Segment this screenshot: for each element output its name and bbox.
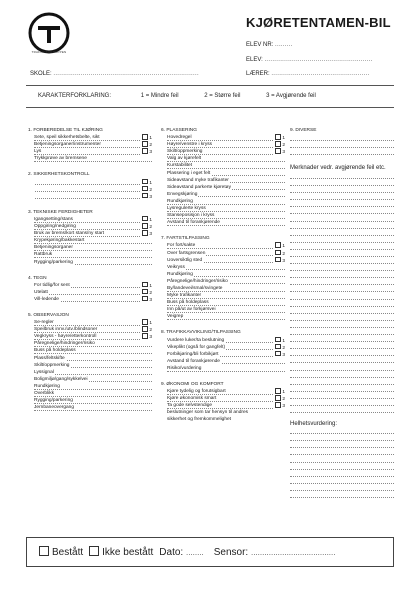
checklist-item[interactable] (161, 242, 285, 249)
checklist-item[interactable] (161, 257, 285, 264)
checklist-item[interactable] (161, 141, 285, 148)
grade-checkbox[interactable]: 3 (141, 333, 152, 341)
checklist-item (161, 170, 285, 177)
grade-checkbox[interactable]: 1 (274, 388, 285, 396)
helhet-label: Helhetsvurdering: (290, 420, 338, 427)
checklist-item[interactable] (28, 223, 152, 230)
grade-checkbox[interactable]: 3 (141, 148, 152, 156)
checklist-item-label: Bruk av brems/kort stans/ny start (34, 231, 105, 237)
answer-line[interactable] (290, 477, 394, 484)
section-title: 7. FARTSTILPASSING (161, 236, 210, 242)
logo-caption: TRAFIKKTOGRUPPEN (31, 50, 67, 54)
answer-line[interactable] (290, 279, 394, 286)
checklist-item-label (34, 187, 35, 192)
checklist-item (28, 404, 152, 411)
checklist-item-label: Avstand til forankjørende (167, 358, 220, 364)
checklist-item-label: Inn på/ut av forkjørsvei (167, 307, 216, 313)
grade-checkbox[interactable]: 3 (141, 193, 152, 201)
checklist-item[interactable] (28, 282, 152, 289)
checklist-item-label: Jernbaneovergang (34, 405, 75, 411)
elev-field[interactable]: ELEV: ....................................................... (246, 57, 373, 63)
answer-line[interactable] (290, 265, 394, 272)
grade-checkbox[interactable]: 2 (141, 141, 152, 149)
column-middle (161, 127, 285, 424)
checklist-item-label: Plassering i eget felt (167, 170, 211, 176)
answer-line[interactable] (290, 392, 394, 399)
answer-line[interactable] (290, 435, 394, 442)
checklist-item[interactable] (161, 395, 285, 402)
checklist-item-label: Plass/feltskifte (34, 355, 65, 361)
section-title: 8. TRAFIKKAVVIKLING/TILPASSING (161, 330, 241, 336)
skole-field[interactable]: SKOLE: .......................................................................... (30, 71, 199, 77)
grade-checkbox[interactable]: 1 (274, 242, 285, 250)
checklist-item (28, 376, 152, 383)
checklist-item (161, 219, 285, 226)
checklist-item-label: Kjøre tydelig og forutsigbart (167, 389, 226, 395)
answer-line[interactable] (290, 293, 394, 300)
section-title: 9. ØKONOMI OG KOMFORT (161, 382, 224, 387)
checklist-item-label: Rattbruk (34, 252, 53, 258)
checklist-item-label: Rygging/parkering (34, 259, 73, 265)
checklist-item (28, 347, 152, 354)
grade-checkbox[interactable]: 1 (141, 179, 152, 187)
column-left (28, 127, 152, 411)
grade-checkbox[interactable]: 3 (274, 351, 285, 359)
checklist-item[interactable] (28, 216, 152, 223)
checklist-item-label: Hovedregel (167, 135, 192, 141)
checklist-item (28, 251, 152, 258)
grade-checkbox[interactable]: 1 (141, 134, 152, 142)
grade-checkbox[interactable]: 1 (141, 319, 152, 327)
checklist-item-label: Vikeplikt (også for gangfelt) (167, 344, 226, 350)
checklist-item-label: Utelatt (34, 289, 48, 295)
checklist-item-label: Kjøre økonomisk smart (167, 396, 217, 402)
checklist-item (161, 198, 285, 205)
answer-line[interactable] (290, 321, 394, 328)
checklist-item[interactable] (161, 148, 285, 155)
checklist-item (161, 162, 285, 169)
checklist-item-label: Se-regler (34, 320, 54, 326)
answer-line[interactable] (290, 364, 394, 371)
column-right (290, 127, 394, 499)
checklist-item (28, 244, 152, 251)
answer-line[interactable] (290, 172, 394, 179)
checklist-item-label: Valg av kjørefelt (167, 156, 202, 162)
checklist-item-label: Stanseposisjon i kryss (167, 213, 215, 219)
checklist-item-label: Vill-ledende (34, 296, 59, 302)
grade-checkbox[interactable]: 3 (274, 148, 285, 156)
checklist-item[interactable] (161, 134, 285, 141)
checklist-item[interactable] (28, 326, 152, 333)
answer-line[interactable] (290, 307, 394, 314)
section-title: 2. SIKKERHETSKONTROLL (28, 172, 90, 178)
checklist-item (161, 299, 285, 306)
checklist-item (28, 390, 152, 397)
checklist-item-label: Veikryss (167, 264, 185, 270)
section-title: 6. PLASSERING (161, 128, 197, 133)
karakter-label: KARAKTERFORKLARING: (38, 93, 112, 99)
grade-checkbox[interactable]: 2 (141, 186, 152, 194)
answer-line[interactable] (290, 470, 394, 477)
answer-line[interactable] (290, 463, 394, 470)
answer-line[interactable] (290, 484, 394, 491)
karakter-legend (38, 93, 340, 99)
checklist-item (161, 358, 285, 365)
checklist-item (28, 362, 152, 369)
checklist-item-label: Lys (34, 149, 42, 155)
checklist-item-label: Avstand til forankjørende (167, 220, 220, 226)
checklist-item (161, 278, 285, 285)
checklist-item (161, 155, 285, 162)
checklist-item-label: Rundkjøring (167, 198, 193, 204)
checklist-item[interactable] (161, 402, 285, 409)
answer-line[interactable] (290, 208, 394, 215)
grade-checkbox[interactable]: 2 (274, 141, 285, 149)
checklist-item-label: Sideavstand parkerte kjøretøy (167, 184, 231, 190)
checklist-item (161, 184, 285, 191)
checklist-item[interactable] (161, 388, 285, 395)
result-bar (26, 537, 394, 567)
answer-line[interactable] (290, 428, 394, 435)
checklist-item-label: Uoversiktlig sted (167, 257, 203, 263)
dato-field[interactable]: Dato: ........ (159, 546, 204, 558)
checklist-item[interactable] (28, 141, 152, 148)
answer-line[interactable] (290, 442, 394, 449)
checklist-item-label: Speilbruk innv./utv./blindsoner (34, 327, 98, 333)
answer-line[interactable] (290, 343, 394, 350)
checklist-item-label: Buss på holdeplass (34, 348, 76, 354)
grade-checkbox[interactable]: 2 (141, 326, 152, 334)
answer-line[interactable] (290, 187, 394, 194)
checklist-item (161, 177, 285, 184)
checklist-item-label: Lyssignal (34, 369, 54, 375)
answer-line[interactable] (290, 385, 394, 392)
checklist-item-label: Krypekjøring/bakkestart (34, 238, 85, 244)
elev-nr-field[interactable]: ELEV NR: ......... (246, 42, 293, 48)
checklist-item-label: Boligmiljø/gang/sykkelvei (34, 376, 88, 382)
karakter-3: 3 = Avgjørende feil (266, 93, 316, 99)
checklist-item (161, 264, 285, 271)
answer-line[interactable] (290, 148, 394, 155)
answer-line[interactable] (290, 491, 394, 498)
answer-line[interactable] (290, 300, 394, 307)
checklist-item[interactable] (28, 289, 152, 296)
checklist-item-continued: beslutninger som tar hensyn til andres (167, 410, 249, 416)
checklist-item (161, 365, 285, 372)
checklist-item-label: Betjeningsorganer/instrumenter (34, 142, 101, 148)
checklist-item-label (34, 194, 35, 199)
checklist-item-label: Påregnelige/hindringer/risiko (34, 341, 95, 347)
checklist-item-label: Betjeningsorganer (34, 245, 73, 251)
section-title: 3. TEKNISKE FERDIGHETER (28, 209, 93, 215)
answer-line[interactable] (290, 258, 394, 265)
checklist-item-label: Oppgiring/nedgiring (34, 224, 76, 230)
checklist-item-continued: sikkerhet og fremkommelighet (167, 417, 231, 423)
ikke-bestatt-checkbox[interactable]: Ikke bestått (89, 546, 153, 558)
checklist-item-label: By/landevei/smal/svingete (167, 285, 223, 291)
checklist-item (28, 383, 152, 390)
checklist-item (161, 271, 285, 278)
grade-checkbox[interactable]: 2 (274, 250, 285, 258)
checklist-item[interactable] (161, 250, 285, 257)
checklist-item[interactable] (161, 351, 285, 358)
grade-checkbox[interactable]: 1 (141, 216, 152, 224)
checklist-item-label: Buss på holdeplass (167, 300, 209, 306)
ts-logo-icon (28, 12, 70, 54)
checklist-item (28, 340, 152, 347)
checklist-item-label: Rygging/parkering (34, 398, 73, 404)
answer-line[interactable] (290, 399, 394, 406)
karakter-1: 1 = Mindre feil (140, 93, 179, 99)
checklist-item-label: Lysregulerte kryss (167, 206, 206, 212)
checklist-item (28, 369, 152, 376)
answer-line[interactable] (290, 336, 394, 343)
checklist-item (161, 212, 285, 219)
checklist-item (28, 259, 152, 266)
grade-checkbox[interactable]: 3 (274, 402, 285, 410)
checklist-item[interactable] (28, 230, 152, 237)
checklist-item[interactable] (161, 344, 285, 351)
checklist-item-label: Skilt/oppmerking (167, 149, 203, 155)
section-title: 1. FORBEREDELSE TIL KJØRING (28, 128, 103, 133)
checklist-item-label: Kurstabilitet (167, 163, 193, 169)
checklist-item (28, 237, 152, 244)
answer-line[interactable] (290, 141, 394, 148)
checklist-item-label: Forbikjøring/bli forbikjørt (167, 351, 219, 357)
checklist-item[interactable] (28, 333, 152, 340)
section-title: 5. OBSERVASJON (28, 312, 69, 318)
checklist-item (28, 355, 152, 362)
grade-checkbox[interactable]: 3 (141, 230, 152, 238)
grade-checkbox[interactable]: 1 (141, 282, 152, 290)
checklist-item (161, 292, 285, 299)
grade-checkbox[interactable]: 2 (141, 223, 152, 231)
checklist-item[interactable] (28, 193, 152, 200)
answer-line[interactable] (290, 194, 394, 201)
checklist-item (161, 306, 285, 313)
checklist-item-label: Rundkjøring (34, 383, 60, 389)
answer-line[interactable] (290, 222, 394, 229)
sensor-field[interactable]: Sensor: ...................................... (213, 546, 336, 558)
checklist-item-label: Igangsetting/stans (34, 216, 73, 222)
checklist-item (161, 285, 285, 292)
answer-line[interactable] (290, 371, 394, 378)
grade-checkbox[interactable]: 2 (274, 344, 285, 352)
checklist-item-label: Veigrep (167, 314, 184, 320)
checklist-item-label: For tidlig/for sent (34, 282, 70, 288)
grade-checkbox[interactable]: 3 (141, 296, 152, 304)
answer-line[interactable] (290, 229, 394, 236)
checklist-item[interactable] (28, 134, 152, 141)
grade-checkbox[interactable]: 2 (274, 395, 285, 403)
checklist-item (161, 313, 285, 320)
checklist-item-label: Envegskjøring (167, 191, 198, 197)
checklist-item-label (34, 180, 35, 185)
grade-checkbox[interactable]: 3 (274, 257, 285, 265)
answer-line[interactable] (290, 328, 394, 335)
checklist-item-label: Rundkjøring (167, 271, 193, 277)
divider (26, 107, 394, 108)
checklist-item-label: Myke trafikanter (167, 293, 202, 299)
checklist-item-label: Overblikk (34, 391, 54, 396)
checklist-item (161, 191, 285, 198)
answer-line[interactable] (290, 272, 394, 279)
bestatt-checkbox[interactable]: Bestått (39, 546, 83, 558)
answer-line[interactable] (290, 286, 394, 293)
divider (26, 85, 394, 86)
karakter-2: 2 = Større feil (204, 93, 241, 99)
checklist-item-label: Trykkprøve av bremsene (34, 156, 87, 162)
answer-line[interactable] (290, 236, 394, 243)
answer-line[interactable] (290, 250, 394, 257)
laerer-field[interactable]: LÆRER: .................................................. (246, 71, 370, 77)
checklist-item[interactable] (28, 148, 152, 155)
checklist-item[interactable] (28, 179, 152, 186)
answer-line[interactable] (290, 243, 394, 250)
checklist-item-label: Sete, speil sikkerhetsbelte, sikt (34, 135, 100, 141)
answer-line[interactable] (290, 314, 394, 321)
laerer-label: LÆRER: (246, 71, 270, 77)
answer-line[interactable] (290, 350, 394, 357)
answer-line[interactable] (290, 449, 394, 456)
answer-line[interactable] (290, 378, 394, 385)
checklist-item-label: Risiko/vurdering (167, 365, 202, 371)
elev-nr-label: ELEV NR: (246, 42, 274, 48)
checklist-item-label: For fort/sakte (167, 243, 196, 249)
checklist-item (161, 205, 285, 212)
checklist-item-label: Sideavstand myke trafikanter (167, 177, 229, 183)
checklist-item (28, 397, 152, 404)
answer-line[interactable] (290, 406, 394, 413)
answer-line[interactable] (290, 357, 394, 364)
answer-line[interactable] (290, 215, 394, 222)
page-title: KJØRETENTAMEN-BIL (246, 15, 391, 30)
grade-checkbox[interactable]: 1 (274, 337, 285, 345)
grade-checkbox[interactable]: 2 (141, 289, 152, 297)
grade-checkbox[interactable]: 1 (274, 134, 285, 142)
merknader-label: Merknader vedr. avgjørende feil etc. (290, 165, 386, 172)
checklist-item-label: Over fartsgrensen (167, 250, 206, 256)
checklist-item-label: Vegkryss - høyre/etterkontroll (34, 334, 97, 340)
checklist-item-label: Vurdere luker/ta beslutning (167, 337, 225, 343)
section-title: 9. DIVERSE (290, 128, 317, 133)
checklist-item[interactable] (28, 296, 152, 303)
checklist-item (28, 155, 152, 162)
checklist-item-label: Ta gode selvstendige (167, 403, 213, 409)
checklist-item[interactable] (28, 186, 152, 193)
checklist-item[interactable] (161, 337, 285, 344)
answer-line[interactable] (290, 456, 394, 463)
checklist-item-label: Høyre/venstre i kryss (167, 142, 213, 148)
checklist-item-label: Skilt/oppmerking (34, 362, 70, 368)
elev-label: ELEV: (246, 57, 263, 63)
skole-label: SKOLE: (30, 71, 52, 77)
section-title: 4. TEGN (28, 275, 47, 281)
answer-line[interactable] (290, 179, 394, 186)
checklist-item-label: Påregnelige/hindringer/risiko (167, 278, 228, 284)
checklist-item[interactable] (28, 319, 152, 326)
answer-line[interactable] (290, 134, 394, 141)
answer-line[interactable] (290, 201, 394, 208)
